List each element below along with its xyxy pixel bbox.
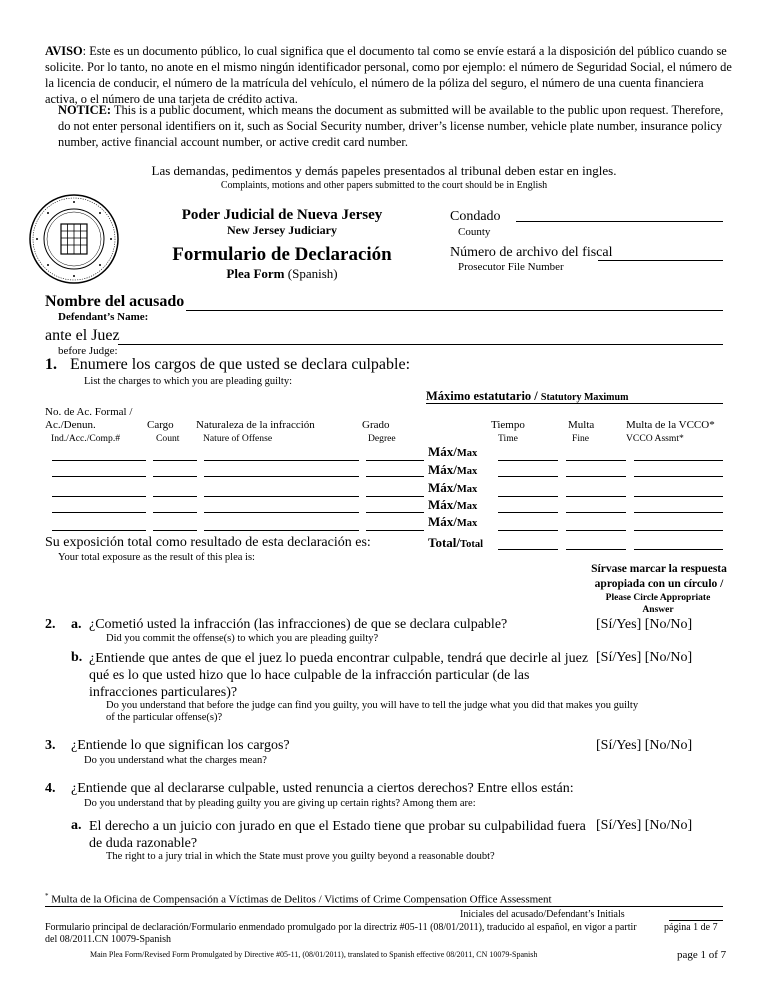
judge-label-en: before Judge: [58,345,118,357]
total-label-es: Total/ [428,535,461,550]
charge-offense-field[interactable] [204,530,359,531]
prosecutor-file-label-en: Prosecutor File Number [458,261,564,273]
initials-field[interactable] [669,920,723,921]
col-offense-en: Nature of Offense [203,433,273,444]
q1-text-en: List the charges to which you are pleading guilty: [84,376,293,387]
judiciary-seal-icon [28,193,120,285]
footer-en-line: Main Plea Form/Revised Form Promulgated by Directive #05-11, (08/01/2011), translated to Spanish effective 08/2011, CN 10079-Spanish [90,950,538,959]
max-label-en: Max [456,448,478,459]
max-fine-field[interactable] [566,530,626,531]
form-title-en [162,266,402,282]
col-count-es: Cargo [147,419,174,431]
defendant-label-es: Nombre del acusado [45,293,185,310]
judge-label-es: ante el Juez [45,327,120,344]
total-vcco-field[interactable] [634,549,723,550]
charge-offense-field[interactable] [204,512,359,513]
total-label-en: Total [460,539,483,550]
max-fine-field[interactable] [566,512,626,513]
charge-degree-field[interactable] [366,460,424,461]
max-fine-field[interactable] [566,460,626,461]
q2-number: 2. [45,617,56,632]
charge-offense-field[interactable] [204,460,359,461]
charge-offense-field[interactable] [204,476,359,477]
language-notice-en: Complaints, motions and other papers submitted to the court should be in English [220,180,548,191]
max-label [428,444,477,460]
col-offense-es: Naturaleza de la infracción [196,419,315,431]
q3-answer[interactable]: [Sí/Yes] [No/No] [596,738,693,753]
max-label-es: Máx/ [428,514,457,529]
defendant-name-field[interactable] [186,310,723,311]
max-vcco-field[interactable] [634,496,723,497]
col-time-en: Time [498,433,518,444]
max-label [428,462,477,478]
q2a-answer[interactable]: [Sí/Yes] [No/No] [596,617,693,632]
footer-rule [45,906,723,907]
notice-en-text: This is a public document, which means the document as submitted will be available to the public upon request. Therefore, do not enter personal identifiers on it, such as Social Security number, driver’s license number, vehicle plate number, insurance policy number, active financial account number, or active credit card number. [58,103,724,149]
form-title-en-rest: (Spanish) [284,266,338,281]
charge-degree-field[interactable] [366,496,424,497]
charge-ind-field[interactable] [52,512,146,513]
q3-text-es: ¿Entiende lo que significan los cargos? [71,738,290,753]
max-vcco-field[interactable] [634,512,723,513]
q4a-text-es: El derecho a un juicio con jurado en que el Estado tiene que probar su culpabilidad fuera de duda razonable? [89,819,586,851]
max-label-es: Máx/ [428,480,457,495]
q3-text-en: Do you understand what the charges mean? [84,755,267,766]
max-time-field[interactable] [498,496,558,497]
notice-en [58,102,738,150]
charge-degree-field[interactable] [366,512,424,513]
col-ind-es: No. de Ac. Formal / Ac./Denun. [45,406,133,431]
charge-count-field[interactable] [153,530,197,531]
notice-es-text: : Este es un documento público, lo cual significa que el documento tal como se envíe estará a la disposición del público cuando se solicite. Por lo tanto, no anote en el mismo ningún identificador personal, como por ejemplo: el número de Seguridad Social, el número de la licencia de conducir, el número de la matrícula del vehículo, el número de la póliza del seguro, el número de una cuenta financiera activa, o el número de una tarjeta de crédito activa. [45,44,732,106]
circle-instruction-en: Please Circle Appropriate Answer [605,593,711,615]
footnote-text: Multa de la Oficina de Compensación a Víctimas de Delitos / Victims of Crime Compensation Office Assessment [48,893,552,906]
page-number-es: página 1 de 7 [664,922,718,933]
max-vcco-field[interactable] [634,530,723,531]
language-notice-es: Las demandas, pedimentos y demás papeles presentados al tribunal deben estar en ingles. [151,163,617,178]
charge-ind-field[interactable] [52,496,146,497]
max-time-field[interactable] [498,512,558,513]
footer-es-line: Formulario principal de declaración/Formulario enmendado promulgado por la directriz #05-11 (08/01/2011), traducido al español, en vigor a partir del 08/2011.CN 10079-Spanish [45,922,637,945]
col-vcco-es: Multa de la VCCO* [626,419,715,431]
judiciary-name-es: Poder Judicial de Nueva Jersey [181,207,383,223]
county-label-en: County [458,226,491,238]
q2b-text-es: ¿Entiende que antes de que el juez lo pueda encontrar culpable, tendrá que decirle al juez qué es lo que usted hizo que lo hace culpable de la infracción particular (de las infracciones particulares)? [89,651,589,700]
max-label-es: Máx/ [428,462,457,477]
max-time-field[interactable] [498,476,558,477]
page-number-en: page 1 of 7 [677,949,727,961]
q4a-answer[interactable]: [Sí/Yes] [No/No] [596,818,693,833]
max-label-en: Max [456,501,478,512]
total-time-field[interactable] [498,549,558,550]
exposure-label-en: Your total exposure as the result of this plea is: [58,552,255,563]
col-degree-es: Grado [362,419,390,431]
col-count-en: Count [156,433,180,444]
q4-number: 4. [45,781,56,796]
notice-es-label: AVISO [45,44,83,58]
statutory-max-es: Máximo estatutario / [426,389,541,403]
max-label [428,514,477,530]
statutory-max-rule [426,403,723,404]
statutory-max-en: Statutory Maximum [540,392,629,403]
q2b-text-en: Do you understand that before the judge can find you guilty, you will have to tell the judge what you did that makes you guilty of the particular offense(s)? [106,700,639,723]
max-time-field[interactable] [498,530,558,531]
q4a-text-en: The right to a jury trial in which the State must prove you guilty beyond a reasonable doubt? [106,851,495,862]
max-fine-field[interactable] [566,476,626,477]
q4a-letter: a. [71,818,82,833]
max-time-field[interactable] [498,460,558,461]
max-label-es: Máx/ [428,444,457,459]
judiciary-name-en: New Jersey Judiciary [227,223,337,237]
prosecutor-file-field[interactable] [598,260,723,261]
total-fine-field[interactable] [566,549,626,550]
q2b-answer[interactable]: [Sí/Yes] [No/No] [596,650,693,665]
defendant-label-en: Defendant’s Name: [58,311,149,323]
max-label-es: Máx/ [428,497,457,512]
charge-count-field[interactable] [153,496,197,497]
charge-degree-field[interactable] [366,530,424,531]
col-ind-en: Ind./Acc./Comp.# [51,433,121,444]
max-label-en: Max [456,466,478,477]
max-label-en: Max [456,484,478,495]
max-label [428,497,477,513]
max-label-en: Max [456,518,478,529]
prosecutor-file-label-es: Número de archivo del fiscal [450,245,613,260]
county-label-es: Condado [450,209,501,224]
q1-text-es: Enumere los cargos de que usted se declara culpable: [70,356,411,373]
charge-count-field[interactable] [153,460,197,461]
q2b-letter: b. [71,650,83,665]
circle-instruction-es: Sírvase marcar la respuesta apropiada con un círculo / [591,563,727,590]
charge-count-field[interactable] [153,512,197,513]
charge-offense-field[interactable] [204,496,359,497]
notice-es [45,43,735,107]
charge-count-field[interactable] [153,476,197,477]
judge-field[interactable] [118,344,723,345]
initials-label: Iniciales del acusado/Defendant’s Initials [460,909,625,920]
statutory-max-heading [426,389,628,404]
max-vcco-field[interactable] [634,476,723,477]
charge-ind-field[interactable] [52,476,146,477]
form-title-es: Formulario de Declaración [172,244,392,265]
q3-number: 3. [45,738,56,753]
max-vcco-field[interactable] [634,460,723,461]
charge-ind-field[interactable] [52,460,146,461]
col-fine-es: Multa [568,419,595,431]
q4-text-en: Do you understand that by pleading guilty you are giving up certain rights? Among them are: [84,798,476,809]
q2a-letter: a. [71,617,82,632]
form-title-en-bold: Plea Form [226,266,285,281]
q2a-text-es: ¿Cometió usted la infracción (las infracciones) de que se declara culpable? [89,617,508,632]
county-field[interactable] [516,221,723,222]
exposure-label-es: Su exposición total como resultado de esta declaración es: [45,535,371,550]
col-fine-en: Fine [572,433,590,444]
charge-ind-field[interactable] [52,530,146,531]
col-time-es: Tiempo [491,419,525,431]
col-vcco-en: VCCO Assmt* [626,433,684,444]
footnote-mark: * [45,892,49,900]
total-label [428,535,483,551]
q4-text-es: ¿Entiende que al declararse culpable, usted renuncia a ciertos derechos? Entre ellos están: [71,781,574,796]
q1-number: 1. [45,356,57,373]
notice-en-label: NOTICE: [58,103,112,117]
q2a-text-en: Did you commit the offense(s) to which you are pleading guilty? [106,633,379,644]
charge-degree-field[interactable] [366,476,424,477]
max-label [428,480,477,496]
footnote [45,892,552,906]
col-degree-en: Degree [368,433,396,444]
max-fine-field[interactable] [566,496,626,497]
